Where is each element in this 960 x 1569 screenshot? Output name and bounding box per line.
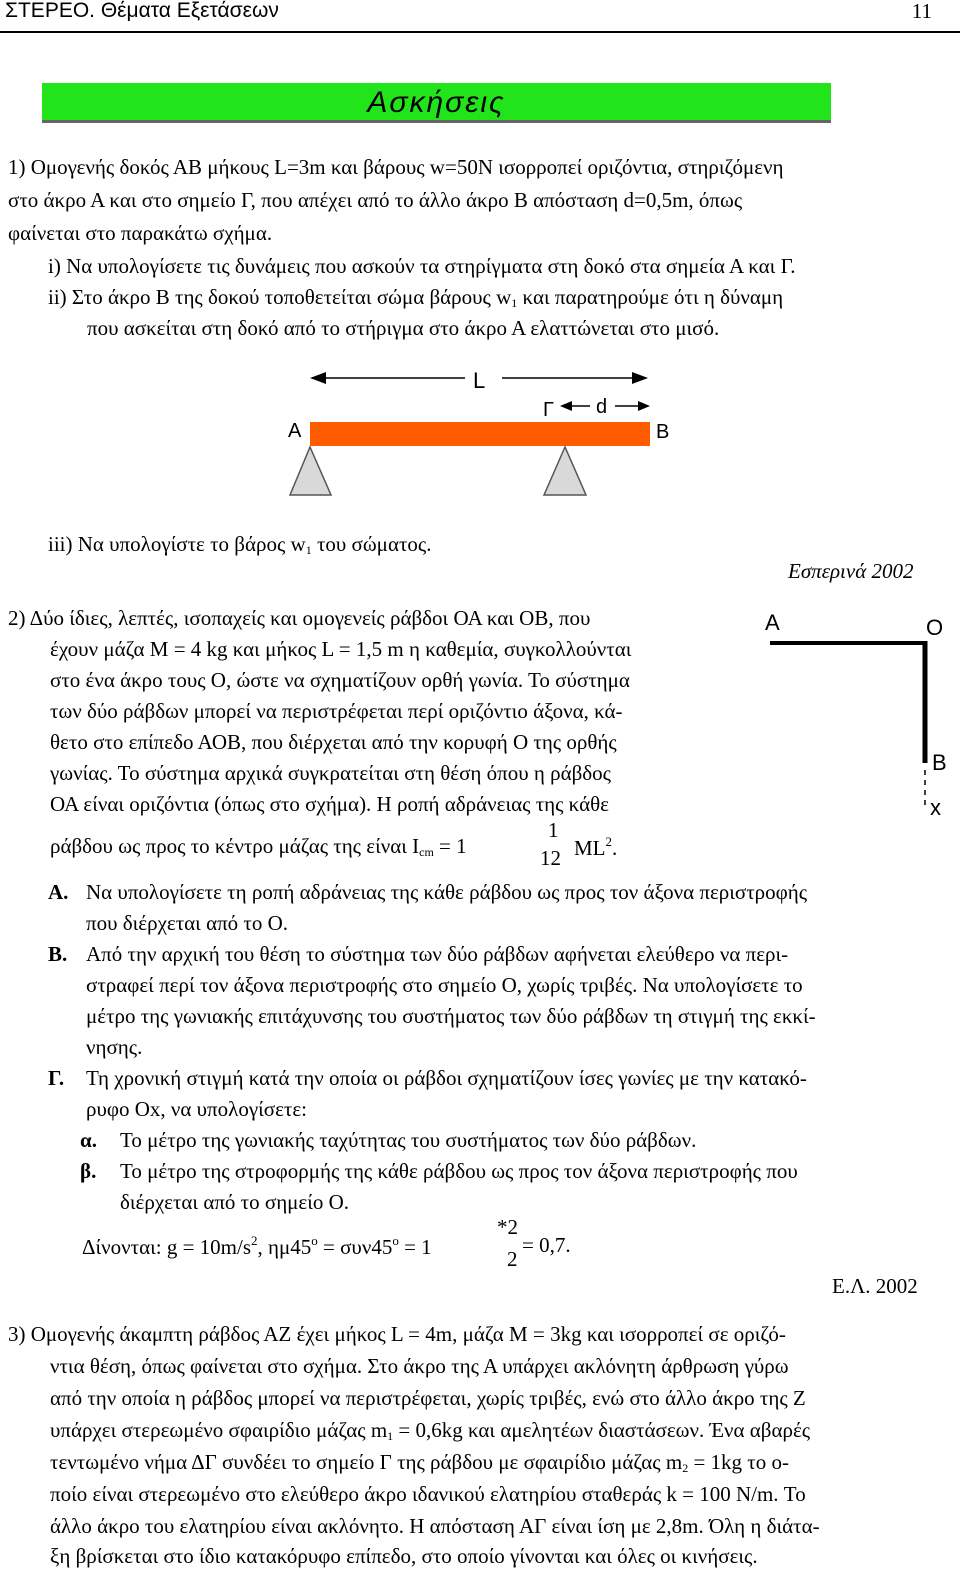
ex2-given: Δίνονται: $g = 10m/s^2$, $\eta\mu 45^o = \sigma\upsilon\nu 45^o = 1$ (82, 1233, 432, 1259)
label-d: d (596, 396, 608, 418)
ex2-a-line: Το μέτρο της γωνιακής ταχύτητας του συστήματος των δύο ράβδων. (120, 1128, 697, 1152)
ex1-line-2: στο άκρο Α και στο σημείο Γ, που απέχει από το άλλο άκρο Β απόσταση d=0,5m, όπως (8, 188, 743, 212)
ex2-given-denominator: 2 (507, 1247, 518, 1271)
ex2-source: Ε.Λ. 2002 (832, 1274, 918, 1298)
ex2-G-line-2: ρυφο Οx, να υπολογίσετε: (86, 1097, 308, 1121)
ex2-b-line-1: Το μέτρο της στροφορμής της κάθε ράβδου ως προς τον άξονα περιστροφής που (120, 1159, 798, 1183)
section-title: Ασκήσεις (367, 86, 506, 119)
label-B: B (932, 750, 947, 775)
support-A (290, 447, 331, 495)
ex1-question-iii: iii) Να υπολογίστε το βάρος $w_1$ του σώματος. (48, 532, 432, 557)
label-B: B (656, 421, 670, 443)
support-G (544, 447, 586, 495)
ex2-B-line-2: στραφεί περί τον άξονα περιστροφής στο σημείο Ο, χωρίς τριβές. Να υπολογίσετε το (86, 973, 803, 997)
ex2-B-line-4: νησης. (86, 1035, 143, 1059)
ex2-moment-ML: $ML^2$. (574, 834, 618, 860)
header-rule (0, 31, 960, 33)
ex2-G-line-1: Τη χρονική στιγμή κατά την οποία οι ράβδοι σχηματίζουν ίσες γωνίες με την κατακό- (86, 1066, 807, 1090)
ex2-line-1: 2) Δύο ίδιες, λεπτές, ισοπαχείς και ομογενείς ράβδοι ΟΑ και ΟΒ, που (8, 606, 591, 630)
ex2-B-line-1: Από την αρχική του θέση το σύστημα των δύο ράβδων αφήνεται ελεύθερο να περι- (86, 942, 789, 966)
ex2-line-3: στο ένα άκρο τους Ο, ώστε να σχηματίζουν ορθή γωνία. Το σύστημα (50, 668, 630, 692)
d-arrowhead-right (638, 401, 650, 411)
ex2-b-label: β. (80, 1159, 97, 1183)
ex2-a-label: α. (80, 1128, 97, 1152)
ex2-line-6: γωνίας. Το σύστημα αρχικά συγκρατείται στη θέση όπου η ράβδος (50, 761, 611, 785)
ex3-line-2: ντια θέση, όπως φαίνεται στο σχήμα. Στο άκρο της Α υπάρχει ακλόνητη άρθρωση γύρω (50, 1354, 789, 1378)
ex1-source: Εσπερινά 2002 (788, 559, 914, 583)
running-header: ΣΤΕΡΕΟ. Θέματα Εξετάσεων (5, 0, 279, 22)
label-A: A (288, 420, 302, 442)
ex3-line-7: άλλο άκρο του ελατηρίου είναι ακλόνητο. Η απόσταση ΑΓ είναι ίση με 2,8m. Όλη η διάτα- (50, 1514, 820, 1538)
beam-figure (270, 360, 690, 500)
ex3-line-6: ποίο είναι στερεωμένο στο ελεύθερο άκρο ιδανικού ελατηρίου σταθεράς k = 100 N/m. Το (50, 1482, 806, 1506)
ex1-line-3: φαίνεται στο παρακάτω σχήμα. (8, 221, 273, 245)
ex2-line-5: θετο στο επίπεδο ΑΟΒ, που διέρχεται από την κορυφή Ο της ορθής (50, 730, 617, 754)
label-O: O (926, 615, 944, 640)
ex2-moment-formula: ράβδου ως προς το κέντρο μάζας της είναι $I_{cm} = 1$ (50, 834, 467, 859)
ex2-G-label: Γ. (48, 1066, 65, 1090)
ex2-line-7: ΟΑ είναι οριζόντια (όπως στο σχήμα). Η ροπή αδράνειας της κάθε (50, 792, 609, 816)
ex2-A-line-2: που διέρχεται από το Ο. (86, 911, 289, 935)
ex2-moment-denominator: 12 (540, 846, 561, 870)
ex2-B-label: Β. (48, 942, 68, 966)
ex2-b-line-2: διέρχεται από το σημείο Ο. (120, 1190, 350, 1214)
label-x: x (930, 795, 941, 820)
page-number: 11 (911, 0, 932, 23)
label-G: Γ (543, 399, 555, 421)
ex3-line-4: υπάρχει στερεωμένο σφαιρίδιο μάζας $m_1 = 0,6kg$ και αμελητέων διαστάσεων. Ένα αβαρές (50, 1418, 811, 1443)
ex2-A-label: Α. (48, 880, 69, 904)
ex1-question-ii: ii) Στο άκρο Β της δοκού τοποθετείται σώμα βάρους $w_1$ και παρατηρούμε ότι η δύναμη (48, 285, 784, 310)
ex2-moment-numerator: 1 (548, 818, 559, 842)
ex2-line-4: των δύο ράβδων μπορεί να περιστρέφεται περί οριζόντιο άξονα, κά- (50, 699, 623, 723)
rods-figure (760, 608, 950, 828)
ex2-line-2: έχουν μάζα M = 4 kg και μήκος L = 1,5 m η καθεμία, συγκολλούνται (50, 637, 632, 661)
beam-AB (310, 422, 650, 446)
ex2-given-result: = 0,7. (522, 1233, 571, 1257)
L-arrowhead-left (310, 372, 326, 384)
ex1-question-i: i) Να υπολογίσετε τις δυνάμεις που ασκούν τα στηρίγματα στη δοκό στα σημεία Α και Γ. (48, 254, 796, 278)
label-L: L (473, 368, 486, 393)
ex2-B-line-3: μέτρο της γωνιακής επιτάχυνσης του συστήματος των δύο ράβδων τη στιγμή της εκκί- (86, 1004, 816, 1028)
L-arrowhead-right (632, 372, 648, 384)
ex2-A-line-1: Να υπολογίσετε τη ροπή αδράνειας της κάθε ράβδου ως προς τον άξονα περιστροφής (86, 880, 808, 904)
label-A: A (765, 610, 780, 635)
ex3-line-3: από την οποία η ράβδος μπορεί να περιστρέφεται, χωρίς τριβές, ενώ στο άλλο άκρο της Ζ (50, 1386, 806, 1410)
ex2-given-numerator: *2 (497, 1215, 518, 1239)
ex3-line-8: ξη βρίσκεται στο ίδιο κατακόρυφο επίπεδο, στο οποίο γίνονται και όλες οι κινήσεις. (50, 1544, 758, 1568)
ex3-line-5: τεντωμένο νήμα ΔΓ συνδέει το σημείο Γ της ράβδου με σφαιρίδιο μάζας $m_2 = 1kg$ το ο- (50, 1450, 789, 1475)
ex1-question-ii-cont: που ασκείται στη δοκό από το στήριγμα στο άκρο Α ελαττώνεται στο μισό. (87, 316, 720, 340)
ex1-line-1: 1) Ομογενής δοκός ΑΒ μήκους L=3m και βάρους w=50N ισορροπεί οριζόντια, στηριζόμενη (8, 155, 784, 179)
ex3-line-1: 3) Ομογενής άκαμπτη ράβδος ΑΖ έχει μήκος L = 4m, μάζα M = 3kg και ισορροπεί σε οριζό- (8, 1322, 786, 1346)
